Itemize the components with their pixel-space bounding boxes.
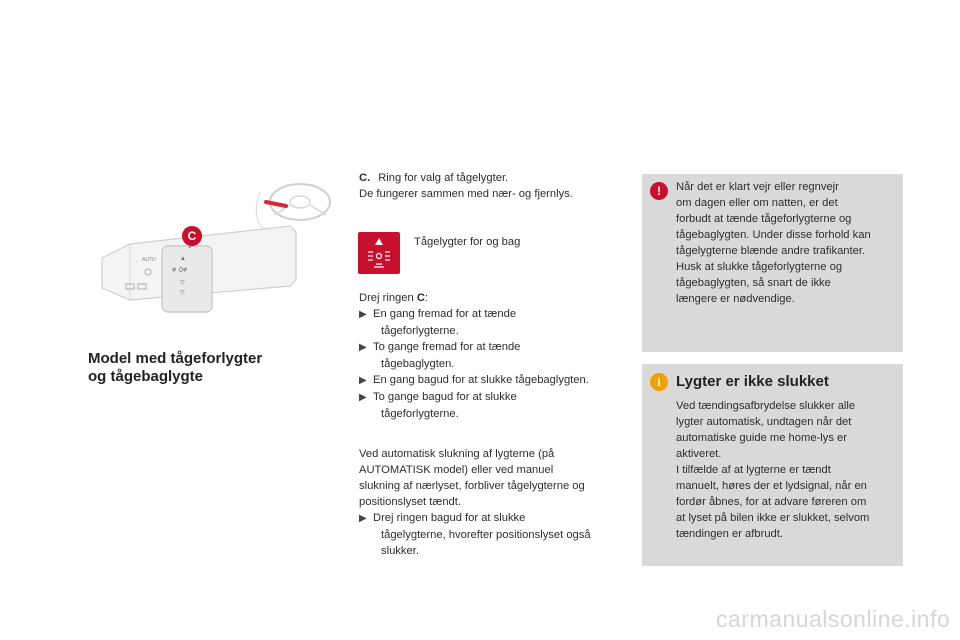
list-item-cont: tågeforlygterne. xyxy=(381,408,459,420)
auto-line: Ved automatisk slukning af lygterne (på xyxy=(359,448,555,460)
auto-line: positionslyset tændt. xyxy=(359,496,461,508)
warning-icon: ! xyxy=(650,182,668,200)
svg-text:▲: ▲ xyxy=(180,256,186,262)
section-heading-line2: og tågebaglygte xyxy=(88,368,204,385)
list-item: ▶ To gange fremad for at tænde xyxy=(359,341,521,353)
svg-text:≢0≢: ≢0≢ xyxy=(172,267,190,274)
turn-ring-intro: Drej ringen C: xyxy=(359,292,429,304)
intro-text xyxy=(359,170,573,202)
list-item-cont: slukker. xyxy=(381,545,419,557)
list-item-cont: tågebaglygten. xyxy=(381,358,455,370)
list-item-cont: tågelygterne, hvorefter positionslyset også xyxy=(381,529,591,541)
list-item: ▶ En gang bagud for at slukke tågebaglygten. xyxy=(359,374,589,386)
intro-description: Ring for valg af tågelygter. xyxy=(378,172,509,184)
warning-box xyxy=(642,174,903,352)
svg-text:▽: ▽ xyxy=(180,280,185,286)
watermark: carmanualsonline.info xyxy=(716,606,951,632)
callout-c-badge xyxy=(182,226,202,246)
info-text: Ved tændingsafbrydelse slukker alle lygter automatisk, undtagen når det automatiske guide me home-lys er aktiveret. I tilfælde af at lygterne er tændt manuelt, høres der et lydsignal, når en fordør åbnes, for at advare føreren om at lyset på bilen ikke er slukket, selvom tændingen er afbrudt. xyxy=(676,400,870,540)
section-heading-line1: Model med tågeforlygter xyxy=(88,350,263,367)
list-item: ▶ En gang fremad for at tænde xyxy=(359,308,517,320)
svg-text:AUTO: AUTO xyxy=(142,257,156,263)
fog-icon-caption: Tågelygter for og bag xyxy=(414,236,521,248)
info-box xyxy=(642,364,903,566)
auto-paragraph xyxy=(359,446,591,559)
info-box-title: Lygter er ikke slukket xyxy=(676,373,829,390)
list-item-cont: tågeforlygterne. xyxy=(381,325,459,337)
warning-text: Når det er klart vejr eller regnvejr om dagen eller om natten, er det forbudt at tænde tågeforlygterne og tågebaglygten. Under disse forhold kan tågelygterne blænde andre trafikanter. Husk at slukke tågeforlygterne og tågebaglygten, så snart de ikke længere er nødvendige. xyxy=(676,181,871,305)
svg-text:▽: ▽ xyxy=(180,290,185,296)
list-item: ▶ Drej ringen bagud for at slukke xyxy=(359,512,526,524)
list-item: ▶ To gange bagud for at slukke xyxy=(359,391,517,403)
fog-lights-icon xyxy=(358,232,400,274)
stalk-illustration xyxy=(90,160,340,320)
section-heading xyxy=(88,350,262,386)
turn-ring-instructions xyxy=(359,290,589,422)
info-icon: i xyxy=(650,373,668,391)
auto-line: AUTOMATISK model) eller ved manuel xyxy=(359,464,554,476)
intro-line2: De fungerer sammen med nær- og fjernlys. xyxy=(359,188,573,200)
auto-line: slukning af nærlyset, forbliver tågelygterne og xyxy=(359,480,585,492)
callout-c-letter: C xyxy=(187,229,197,243)
intro-label: C. xyxy=(359,172,371,184)
